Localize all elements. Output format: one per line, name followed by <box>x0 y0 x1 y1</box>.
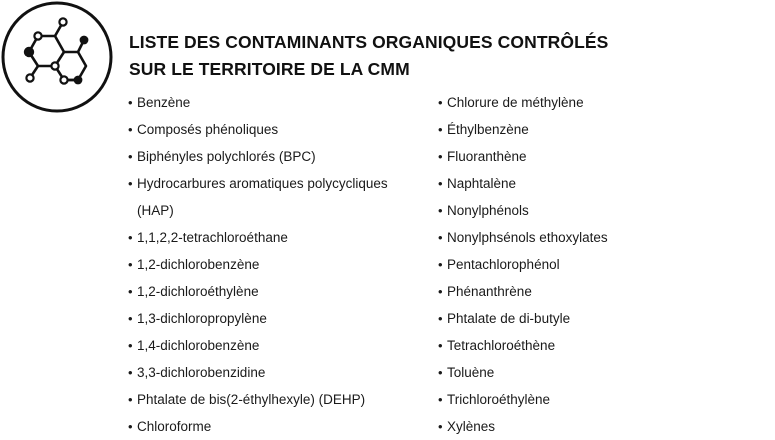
list-item: • Phénanthrène <box>438 284 532 299</box>
page-title <box>129 29 749 83</box>
list-item: • Naphtalène <box>438 176 517 191</box>
list-item: • 1,3-dichloropropylène <box>128 311 267 326</box>
molecule-icon <box>0 0 115 115</box>
list-item: • Toluène <box>438 365 495 380</box>
list-item: • Tetrachloroéthène <box>438 338 556 353</box>
list-item: • Chloroforme <box>128 419 212 434</box>
list-item: • Pentachlorophénol <box>438 257 560 272</box>
title-line-2: SUR LE TERRITOIRE DE LA CMM <box>129 59 410 79</box>
list-item: • Composés phénoliques <box>128 122 279 137</box>
list-item: • 1,2-dichloroéthylène <box>128 284 259 299</box>
list-item-continuation: (HAP) <box>137 203 174 218</box>
contaminant-list-right <box>438 89 758 440</box>
list-item: • Hydrocarbures aromatiques polycycliques (HAP) <box>128 170 428 224</box>
list-item: • Biphényles polychlorés (BPC) <box>128 149 316 164</box>
list-item: • Nonylphénols <box>438 203 529 218</box>
list-item: • Éthylbenzène <box>438 122 529 137</box>
list-item: • 3,3-dichlorobenzidine <box>128 365 266 380</box>
contaminant-list-left <box>128 89 428 440</box>
list-item: • Phtalate de bis(2-éthylhexyle) (DEHP) <box>128 392 366 407</box>
list-item: • Trichloroéthylène <box>438 392 551 407</box>
list-item: • Xylènes <box>438 419 496 434</box>
list-item: • 1,4-dichlorobenzène <box>128 338 260 353</box>
list-item: • Nonylphsénols ethoxylates <box>438 230 608 245</box>
list-item: • Benzène <box>128 95 191 110</box>
title-line-1: LISTE DES CONTAMINANTS ORGANIQUES CONTRÔLÉS <box>129 32 609 52</box>
list-item: • Phtalate de di-butyle <box>438 311 571 326</box>
list-item: • Chlorure de méthylène <box>438 95 584 110</box>
list-item: • Fluoranthène <box>438 149 527 164</box>
list-item: • 1,1,2,2-tetrachloroéthane <box>128 230 288 245</box>
list-item: • 1,2-dichlorobenzène <box>128 257 260 272</box>
